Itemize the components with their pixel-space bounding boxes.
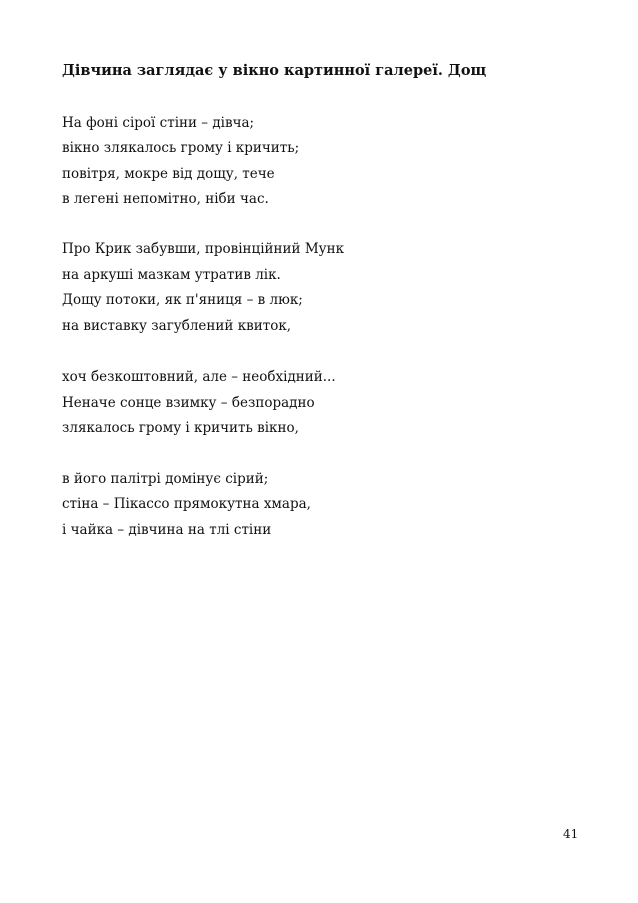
poem-line: повітря, мокре від дощу, тече xyxy=(62,166,275,182)
poem-line: злякалось грому і кричить вікно, xyxy=(62,420,299,436)
poem-title: Дівчина заглядає у вікно картинної галереї. Дощ xyxy=(62,62,487,79)
poem-line: Неначе сонце взимку – безпорадно xyxy=(62,395,315,411)
poem-line: в легені непомітно, ніби час. xyxy=(62,191,269,207)
page-number: 41 xyxy=(563,827,579,841)
poem-line: і чайка – дівчина на тлі стіни xyxy=(62,522,272,538)
poem-line: На фоні сірої стіни – дівча; xyxy=(62,115,255,131)
poem-line: на виставку загублений квиток, xyxy=(62,318,292,334)
poem-line: Про Крик забувши, провінційний Мунк xyxy=(62,241,345,257)
poem-line: стіна – Пікассо прямокутна хмара, xyxy=(62,496,311,512)
poem-line: вікно злякалось грому і кричить; xyxy=(62,140,300,156)
poem-line: на аркуші мазкам утратив лік. xyxy=(62,267,281,283)
poem-line: в його палітрі домінує сірий; xyxy=(62,471,269,487)
poem-line: Дощу потоки, як п'яниця – в люк; xyxy=(62,292,303,308)
poem-line: хоч безкоштовний, але – необхідний... xyxy=(62,369,336,385)
